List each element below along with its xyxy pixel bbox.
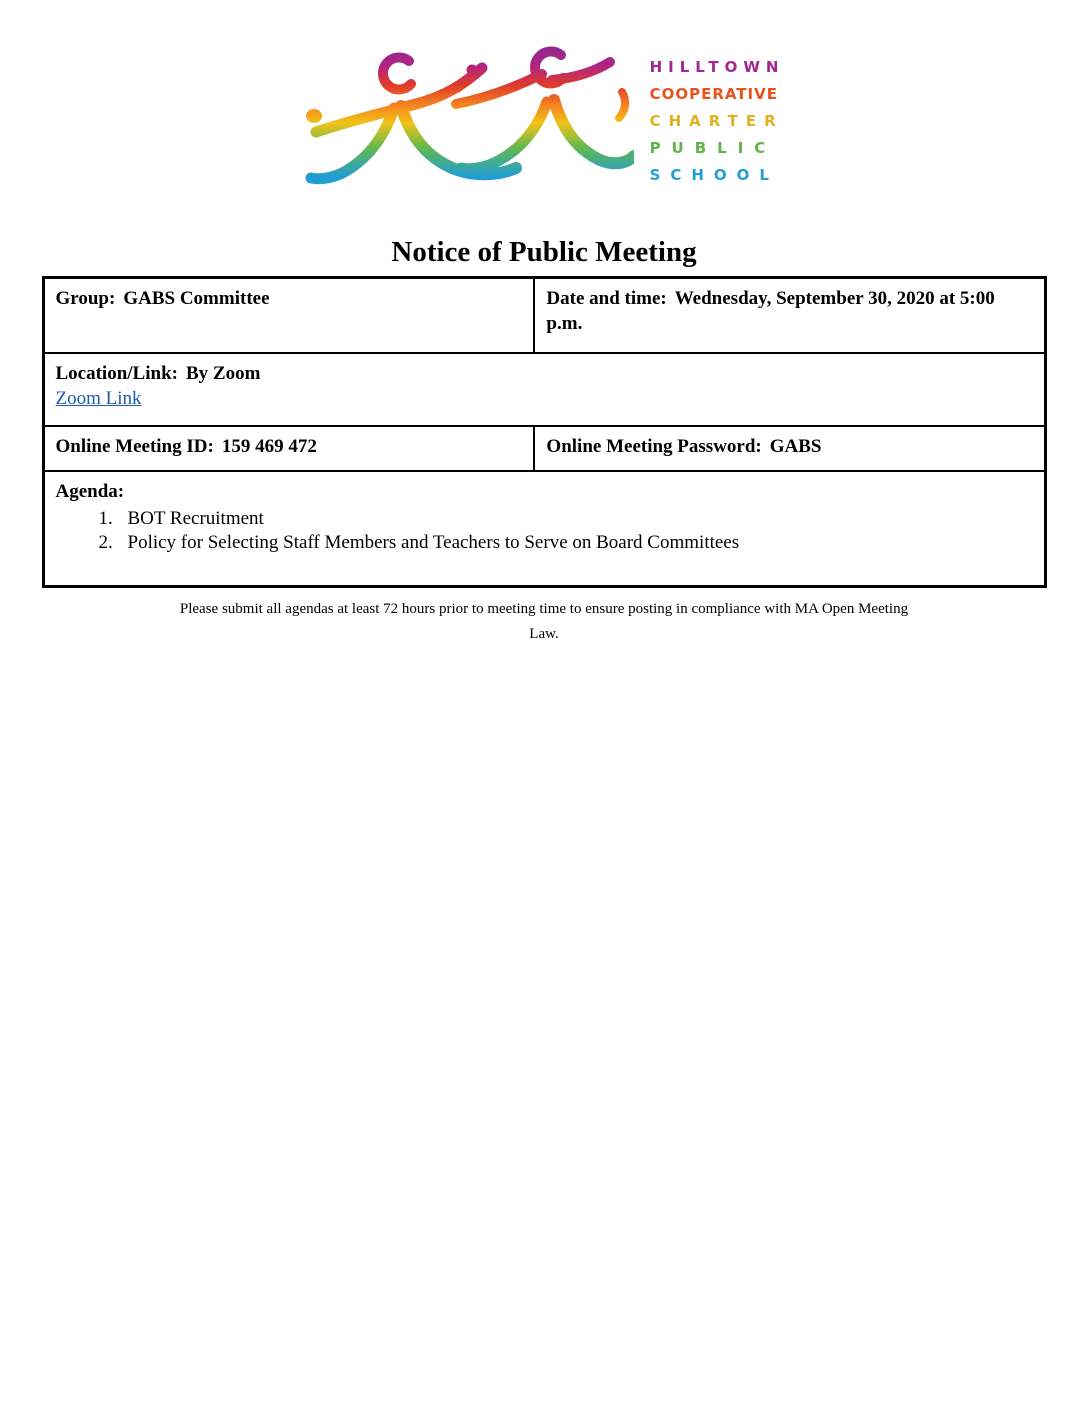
school-name-line-charter: CHARTER <box>649 112 784 130</box>
school-logo <box>304 0 785 196</box>
school-name <box>650 44 785 189</box>
location-cell <box>43 353 1045 426</box>
footer-note-line1: Please submit all agendas at least 72 hours prior to meeting time to ensure posting in compliance with MA Open Meeting <box>179 601 909 617</box>
password-label: Online Meeting Password: <box>546 436 762 457</box>
school-name-line-cooperative: COOPERATIVE <box>649 85 778 103</box>
school-name-line-school: SCHOOL <box>649 166 779 184</box>
password-cell <box>534 426 1045 471</box>
group-value: GABS Committee <box>123 288 270 309</box>
meeting-id-cell <box>43 426 534 471</box>
footer-note <box>84 597 1004 647</box>
location-value: By Zoom <box>185 363 261 384</box>
group-label: Group: <box>55 288 116 309</box>
dancing-figures-icon <box>304 44 634 196</box>
school-name-line-public: PUBLIC <box>649 139 777 157</box>
group-cell <box>43 278 534 354</box>
datetime-value: Wednesday, September 30, 2020 at 5:00 p.m. <box>546 288 995 334</box>
password-value: GABS <box>769 436 822 457</box>
meeting-id-label: Online Meeting ID: <box>55 436 214 457</box>
agenda-item: 1. BOT Recruitment <box>118 507 1034 530</box>
location-label: Location/Link: <box>55 363 178 384</box>
agenda-cell <box>43 471 1045 587</box>
page-title: Notice of Public Meeting <box>391 236 697 268</box>
datetime-label: Date and time: <box>546 288 667 309</box>
agenda-label: Agenda: <box>55 481 125 502</box>
agenda-list <box>56 507 1034 554</box>
footer-note-line2: Law. <box>529 626 559 642</box>
agenda-item: 2. Policy for Selecting Staff Members and Teachers to Serve on Board Committees <box>118 531 1034 554</box>
datetime-cell <box>534 278 1045 354</box>
meeting-id-value: 159 469 472 <box>221 436 317 457</box>
zoom-link[interactable]: Zoom Link <box>55 388 142 409</box>
school-name-line-hilltown: HILLTOWN <box>649 58 785 76</box>
meeting-notice-table <box>42 276 1047 588</box>
